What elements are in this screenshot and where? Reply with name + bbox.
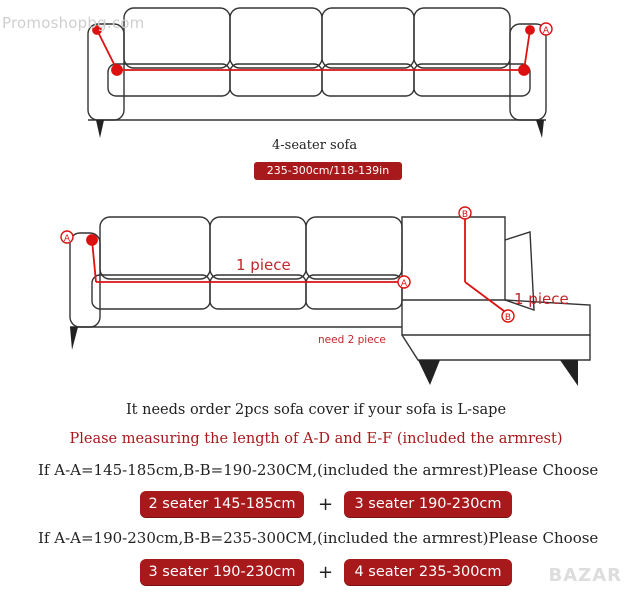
watermark: Promoshopbg.com [2,14,145,32]
note-line-4: If A-A=190-230cm,B-B=235-300CM,(included the armrest)Please Choose [38,529,599,547]
svg-text:B: B [504,313,512,323]
option-3-seater-190[interactable]: 3 seater 190-230cm [344,491,512,517]
option-4-seater-235[interactable]: 4 seater 235-300cm [344,559,512,585]
leg [96,120,104,138]
option-2-seater-145[interactable]: 2 seater 145-185cm [140,491,304,517]
note-line-3: If A-A=145-185cm,B-B=190-230CM,(included the armrest)Please Choose [38,461,599,479]
svg-text:A: A [400,279,408,289]
leg [560,360,578,386]
leg [418,360,440,385]
svg-text:A: A [63,234,71,244]
leg [70,327,78,350]
size-badge: 235-300cm/118-139in [254,162,402,180]
option-3-seater-190-b[interactable]: 3 seater 190-230cm [140,559,304,585]
bazar-logo: BAZAR [548,565,622,586]
svg-text:A: A [542,26,550,36]
sofa-label: 4-seater sofa [272,138,358,153]
need-label: need 2 piece [318,334,386,346]
piece-label-1: 1 piece [236,256,291,274]
plus-sign: + [318,494,334,515]
sofa-top-drawing [88,8,546,120]
piece-label-2: 1 piece [514,290,569,308]
svg-text:B: B [461,210,469,220]
leg [536,120,544,138]
note-line-2: Please measuring the length of A-D and E-F (included the armrest) [69,431,563,447]
note-line-1: It needs order 2pcs sofa cover if your sofa is L-sape [125,402,507,418]
plus-sign: + [318,562,334,583]
